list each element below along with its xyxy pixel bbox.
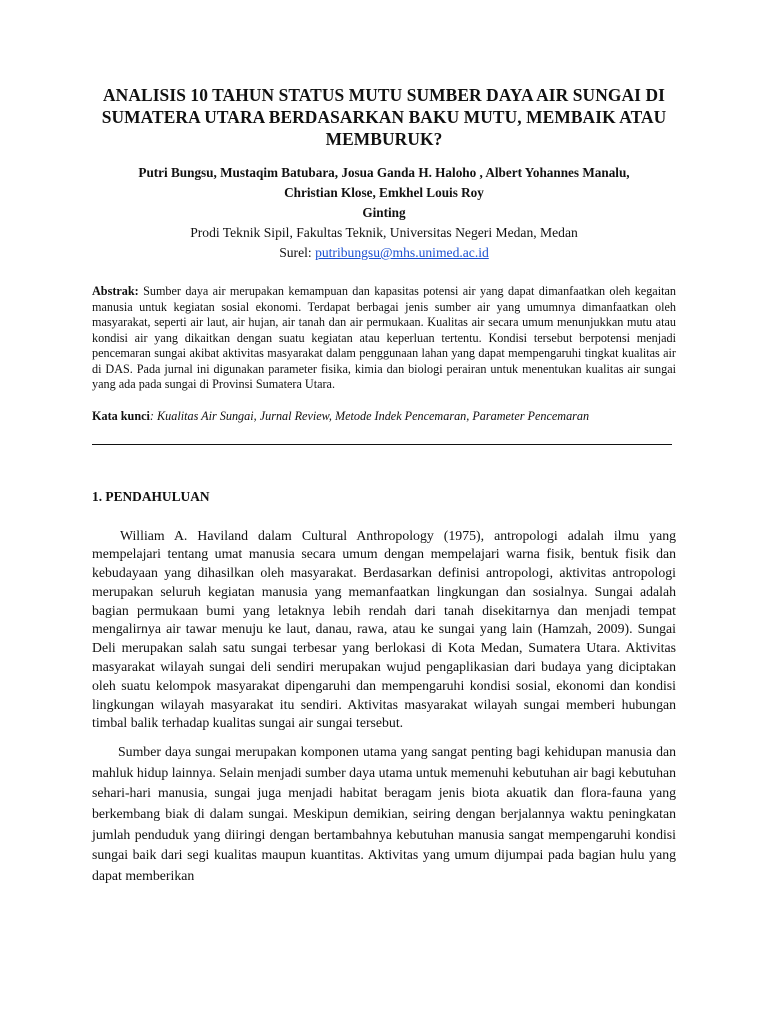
email-line — [92, 243, 676, 263]
authors-line-3: Ginting — [362, 205, 406, 220]
abstract-label: Abstrak: — [92, 284, 139, 298]
section-heading: 1. PENDAHULUAN — [92, 488, 210, 504]
abstract-text: Sumber daya air merupakan kemampuan dan kapasitas potensi air yang dapat dimanfaatkan oleh kegaitan manusia untuk kegiatan sosial ekonomi. Terdapat berbagai jenis sumber air yang umumnya dimanfaatkan oleh masyarakat, seperti air laut, air hujan, air tanah dan air permukaan. Kualitas air secara umum menunjukkan mutu atau kondisi air yang dikaitkan dengan suatu kegiatan atau keperluan tertentu. Kondisi tersebut berpotensi menjadi pencemaran sungai akibat aktivitas masyarakat dalam penggunaan lahan yang dapat mempengaruhi tingkat kualitas air di DAS. Pada jurnal ini digunakan parameter fisika, kimia dan biologi perairan untuk menentukan kualitas air sungai yang ada pada sungai di Provinsi Sumatera Utara. — [92, 284, 676, 391]
authors-line-2: Christian Klose, Emkhel Louis Roy — [284, 185, 484, 200]
keywords-label: Kata kunci — [92, 408, 150, 423]
author-list — [92, 163, 676, 223]
email-label: Surel: — [279, 245, 316, 260]
affiliation: Prodi Teknik Sipil, Fakultas Teknik, Universitas Negeri Medan, Medan — [190, 225, 578, 240]
body-paragraph-1: William A. Haviland dalam Cultural Anthropology (1975), antropologi adalah ilmu yang mempelajari tentang umat manusia secara umum dengan mempelajari warna fisik, bentuk fisik dan kebudayaan yang dihasilkan oleh masyarakat. Berdasarkan definisi antropologi, aktivitas antropologi merupakan seluruh kegiatan manusia yang memanfaatkan lingkungan dan sosialnya. Sungai adalah bagian permukaan bumi yang letaknya lebih rendah dari tanah disekitarnya dan menjadi tempat mengalirnya air tawar menuju ke laut, danau, rawa, atau ke sungai yang lain (Hamzah, 2009). Sungai Deli merupakan salah satu sungai terbesar yang berlokasi di Kota Medan, Sumatera Utara. Aktivitas masyarakat wilayah sungai deli sendiri merupakan wujud pengaplikasian dari budaya yang diciptakan oleh suatu kelompok masyarakat dipengaruhi dan mempengaruhi kondisi sosial, ekonomi dan kondisi lingkungan wilayah masyarakat itu sendiri. Aktivitas masyarakat wilayah sungai memberi hubungan timbal balik terhadap kualitas sungai air sungai tersebut. — [92, 527, 676, 731]
keywords-text: : Kualitas Air Sungai, Jurnal Review, Metode Indek Pencemaran, Parameter Pencemaran — [149, 408, 590, 423]
paper-title: ANALISIS 10 TAHUN STATUS MUTU SUMBER DAYA AIR SUNGAI DI SUMATERA UTARA BERDASARKAN BAKU MUTU, MEMBAIK ATAU MEMBURUK? — [101, 85, 667, 149]
horizontal-divider — [92, 444, 672, 445]
abstract — [92, 284, 676, 393]
paper-page — [92, 84, 676, 886]
email-link[interactable]: putribungsu@mhs.unimed.ac.id — [315, 245, 489, 260]
authors-line-1: Putri Bungsu, Mustaqim Batubara, Josua Ganda H. Haloho , Albert Yohannes Manalu, — [138, 165, 630, 180]
keywords — [92, 408, 676, 424]
body-paragraph-2: Sumber daya sungai merupakan komponen utama yang sangat penting bagi kehidupan manusia dan mahluk hidup lainnya. Selain menjadi sumber daya utama untuk memenuhi kebutuhan air bagi kebutuhan sehari-hari manusia, sungai juga menjadi habitat beragam jenis biota akuatik dan flora-fauna yang berkembang biak di dalam sungai. Meskipun demikian, seiring dengan berjalannya waktu peningkatan jumlah penduduk yang diiringi dengan bertambahnya kebutuhan manusia sangat mempengaruhi kondisi sungai baik dari segi kualitas maupun kuantitas. Aktivitas yang umum dijumpai pada bagian hulu yang dapat memberikan — [92, 744, 676, 883]
